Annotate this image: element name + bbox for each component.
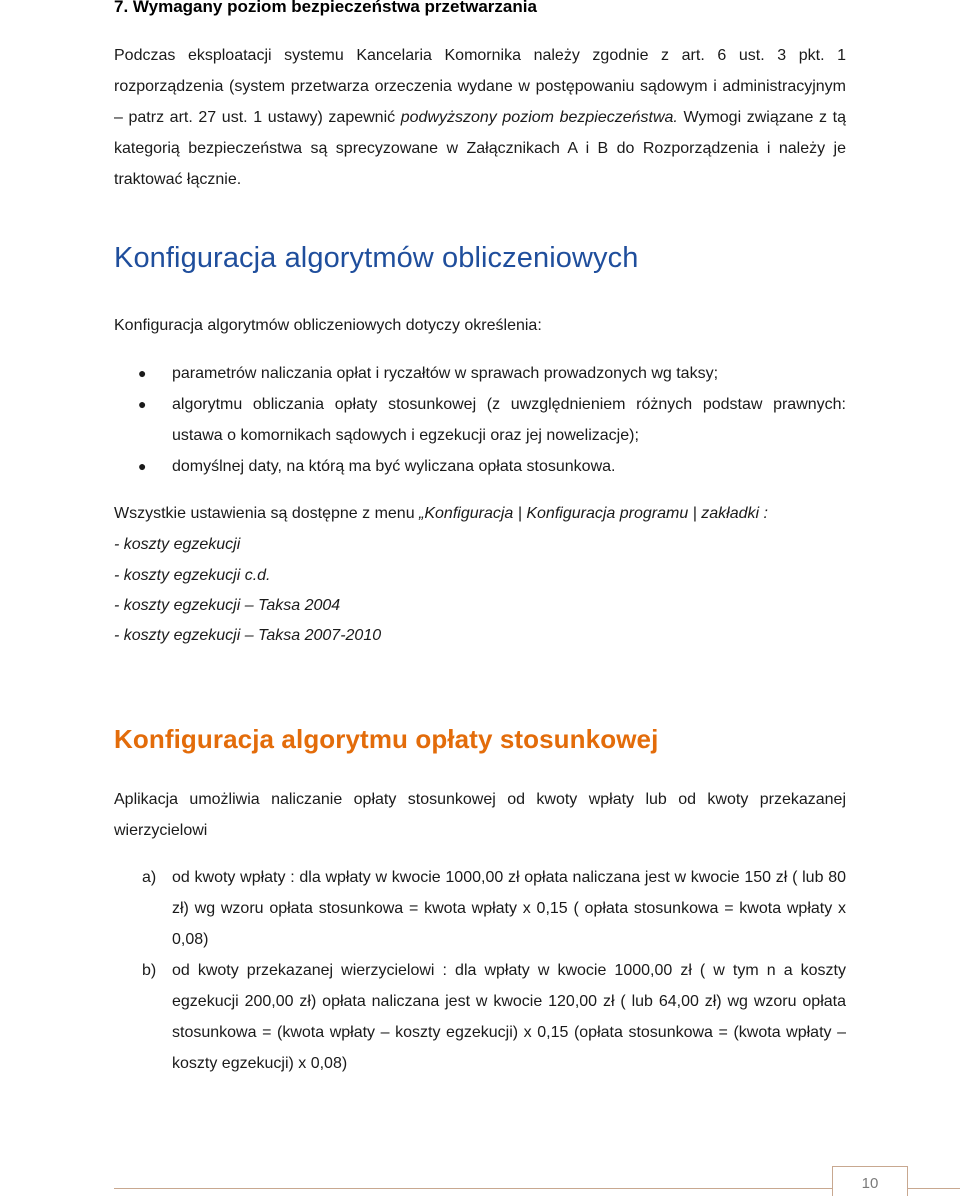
bullet-icon: ● [138, 365, 147, 381]
list-item: ● domyślnej daty, na którą ma być wyliczana opłata stosunkowa. [114, 451, 846, 482]
list-marker: b) [142, 962, 157, 979]
menu-intro: Wszystkie ustawienia są dostępne z menu [114, 505, 420, 522]
list-item: ● algorytmu obliczania opłaty stosunkowej (z uwzględnieniem różnych podstaw prawnych: ustawa o komornikach sądowych i egzekucji oraz jej nowelizacje); [114, 389, 846, 451]
list-item: ● parametrów naliczania opłat i ryczałtów w sprawach prowadzonych wg taksy; [114, 358, 846, 389]
intro-text-1: Podczas eksploatacji systemu Kancelaria Komornika należy zgodnie z art. 6 ust. 3 pkt. 1 rozporządzenia (system przetwarza orzeczenia wydane w postępowaniu sądowym i administracyjnym – patrz art. 27 ust. 1 ustawy) zapewnić [114, 47, 846, 126]
intro-paragraph [114, 40, 846, 195]
algorithms-heading: Konfiguracja algorytmów obliczeniowych [114, 242, 639, 274]
bullet-icon: ● [138, 458, 147, 474]
fee-options-list [114, 862, 846, 1079]
algorithms-bullet-list [114, 358, 846, 482]
section-title: 7. Wymagany poziom bezpieczeństwa przetwarzania [114, 0, 537, 16]
tab-taksa-2004: - koszty egzekucji – Taksa 2004 [114, 597, 341, 614]
intro-text-2: Wymogi związane z tą kategorią bezpieczeństwa są sprecyzowane w Załącznikach A i B do Rozporządzenia i należy je traktować łącznie. [114, 109, 847, 188]
fee-heading: Konfiguracja algorytmu opłaty stosunkowej [114, 724, 659, 754]
list-item: b) od kwoty przekazanej wierzycielowi : dla wpłaty w kwocie 1000,00 zł ( w tym n a koszty egzekucji 200,00 zł) opłata naliczana jest w kwocie 120,00 zł ( lub 64,00 zł) wg wzoru opłata stosunkowa = (kwota wpłaty – koszty egzekucji) x 0,15 (opłata stosunkowa = (kwota wpłaty – koszty egzekucji) x 0,08) [114, 955, 846, 1079]
tab-koszty-egzekucji-cd: - koszty egzekucji c.d. [114, 567, 271, 584]
intro-italic: podwyższony poziom bezpieczeństwa. [400, 109, 678, 126]
menu-path-line [114, 498, 768, 529]
tab-taksa-2007-2010: - koszty egzekucji – Taksa 2007-2010 [114, 627, 382, 644]
list-marker: a) [142, 869, 157, 886]
algorithms-lead: Konfiguracja algorytmów obliczeniowych dotyczy określenia: [114, 317, 542, 334]
menu-path: „Konfiguracja | Konfiguracja programu | zakładki : [419, 505, 768, 522]
fee-lead: Aplikacja umożliwia naliczanie opłaty stosunkowej od kwoty wpłaty lub od kwoty przekazanej wierzycielowi [114, 791, 846, 839]
page-number: 10 [832, 1166, 908, 1196]
list-item: a) od kwoty wpłaty : dla wpłaty w kwocie 1000,00 zł opłata naliczana jest w kwocie 150 zł ( lub 80 zł) wg wzoru opłata stosunkowa = kwota wpłaty x 0,15 ( opłata stosunkowa = kwota wpłaty x 0,08) [114, 862, 846, 955]
bullet-icon: ● [138, 396, 147, 412]
tab-koszty-egzekucji: - koszty egzekucji [114, 536, 241, 553]
